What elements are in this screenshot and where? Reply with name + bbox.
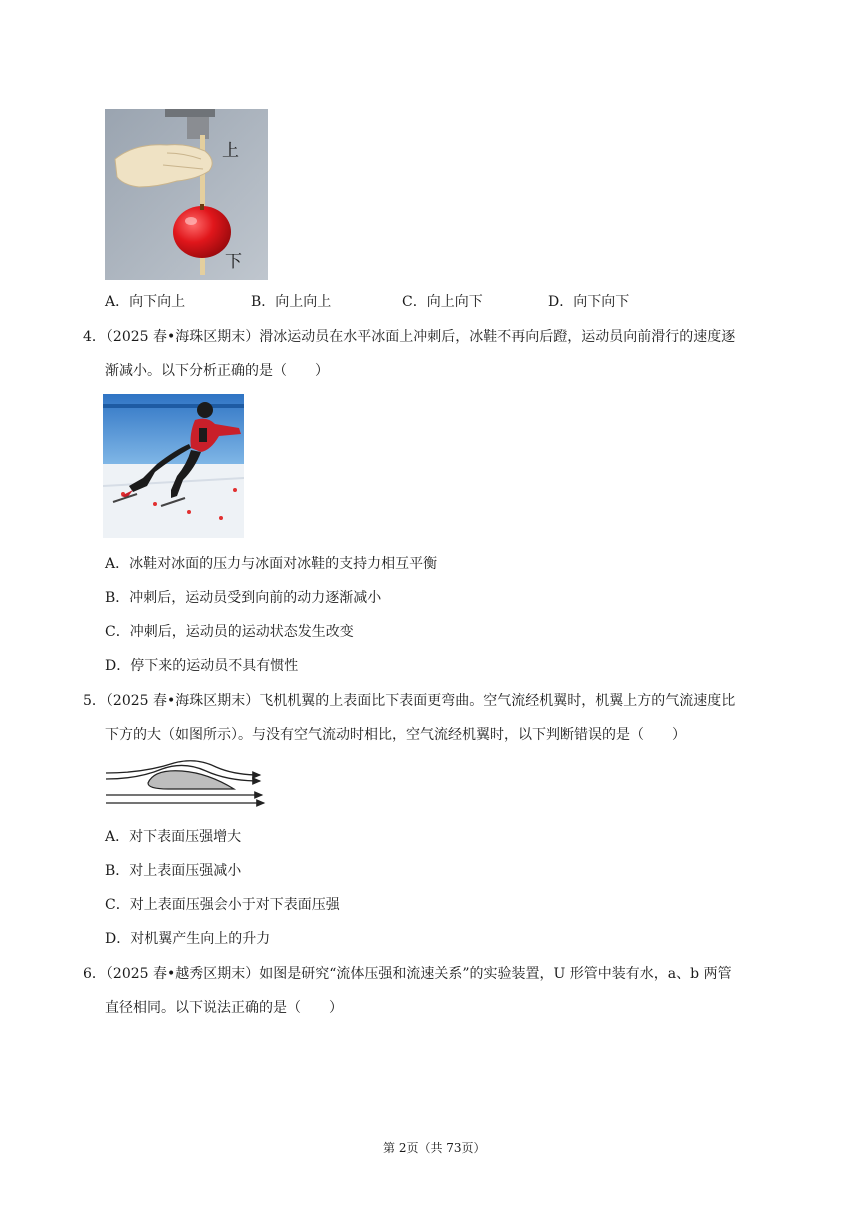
q4-stem-line1: 4．（2025 春•海珠区期末）滑冰运动员在水平冰面上冲刺后，冰鞋不再向后蹬，运动员向前滑行的速度逐 bbox=[83, 329, 736, 345]
q5-wing-figure bbox=[104, 757, 268, 811]
q4-option-d: D．停下来的运动员不具有惯性 bbox=[105, 658, 299, 674]
q5-option-d: D．对机翼产生向上的升力 bbox=[105, 931, 271, 947]
q4-figure bbox=[103, 394, 244, 538]
q3-option-d: D．向下向下 bbox=[548, 294, 630, 310]
label-down: 下 bbox=[225, 252, 242, 272]
q3-option-b: B．向上向上 bbox=[251, 294, 332, 310]
q5-option-b: B．对上表面压强减小 bbox=[105, 863, 242, 879]
q4-option-a: A．冰鞋对冰面的压力与冰面对冰鞋的支持力相互平衡 bbox=[105, 556, 438, 572]
label-up: 上 bbox=[222, 141, 239, 161]
q3-option-a: A．向下向上 bbox=[105, 294, 186, 310]
q6-stem-line1: 6．（2025 春•越秀区期末）如图是研究“流体压强和流速关系”的实验装置，U 形管中装有水，a、b 两管 bbox=[83, 966, 732, 982]
q5-stem-line2: 下方的大（如图所示）。与没有空气流动时相比，空气流经机翼时，以下判断错误的是（ ） bbox=[105, 727, 686, 743]
q6-stem-line2: 直径相同。以下说法正确的是（ ） bbox=[105, 1000, 343, 1016]
q5-option-a: A．对下表面压强增大 bbox=[105, 829, 242, 845]
q5-option-c: C．对上表面压强会小于对下表面压强 bbox=[105, 897, 340, 913]
q5-stem-line1: 5．（2025 春•海珠区期末）飞机机翼的上表面比下表面更弯曲。空气流经机翼时，机翼上方的气流速度比 bbox=[83, 693, 736, 709]
q4-stem-line2: 渐减小。以下分析正确的是（ ） bbox=[105, 363, 329, 379]
q3-option-c: C．向上向下 bbox=[402, 294, 483, 310]
q4-option-b: B．冲刺后，运动员受到向前的动力逐渐减小 bbox=[105, 590, 382, 606]
q4-option-c: C．冲刺后，运动员的运动状态发生改变 bbox=[105, 624, 354, 640]
q3-figure bbox=[105, 109, 268, 280]
page-footer: 第 2页（共 73页） bbox=[383, 1141, 486, 1155]
